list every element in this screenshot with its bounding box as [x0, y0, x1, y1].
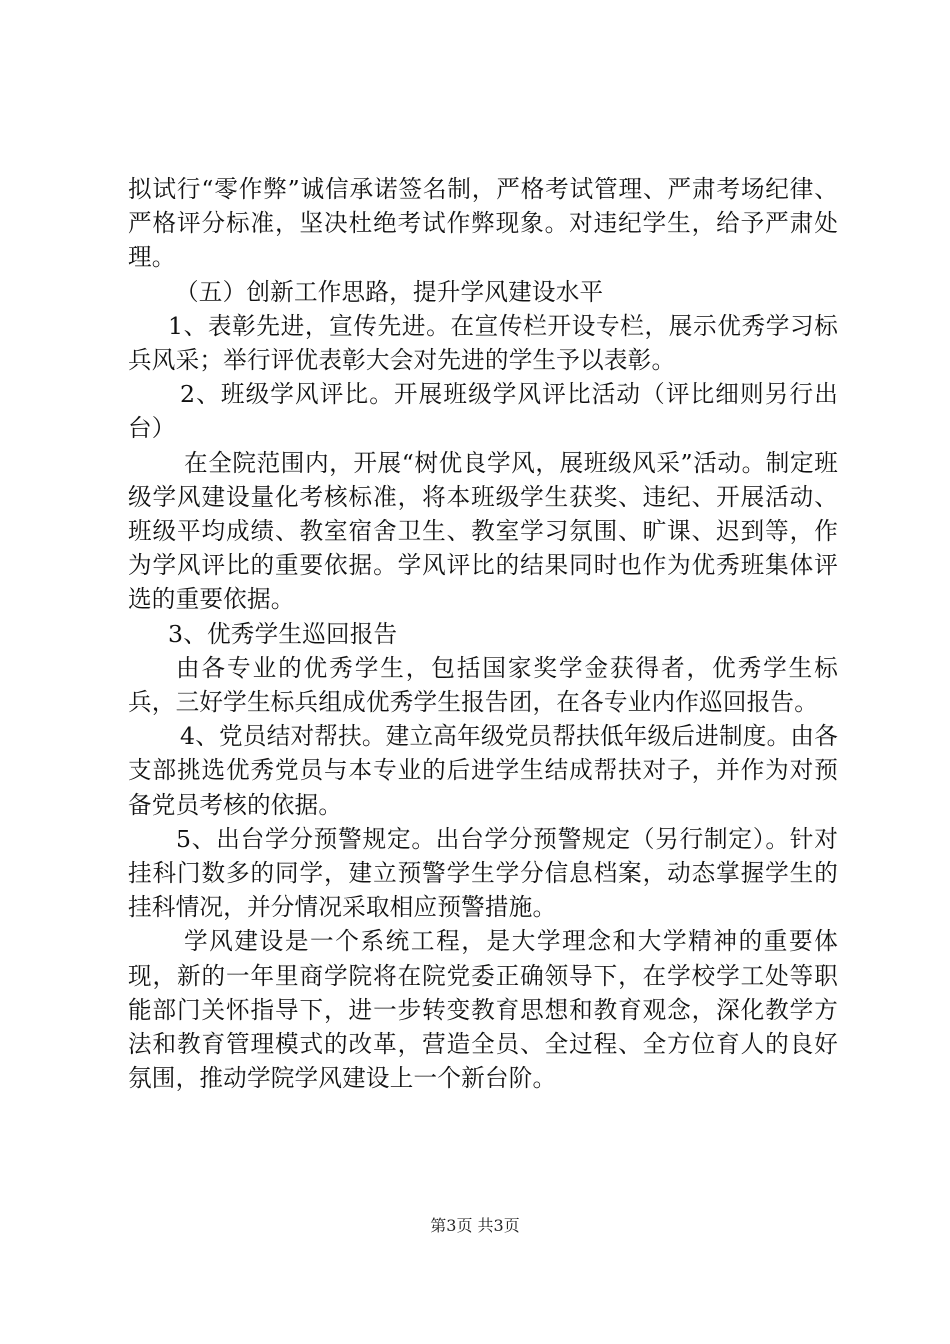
- paragraph-conclusion: 学风建设是一个系统工程，是大学理念和大学精神的重要体现，新的一年里商学院将在院党委正确领导下，在学校学工处等职能部门关怀指导下，进一步转变教育思想和教育观念，深化教学方法和教育管理模式的改革，营造全员、全过程、全方位育人的良好氛围，推动学院学风建设上一个新台阶。: [128, 927, 838, 1093]
- paragraph-report-group: 由各专业的优秀学生，包括国家奖学金获得者，优秀学生标兵，三好学生标兵组成优秀学生报告团，在各专业内作巡回报告。: [128, 653, 838, 717]
- page-footer: 第3页 共3页: [430, 1216, 520, 1235]
- paragraph-item-1-commend: 1、表彰先进，宣传先进。在宣传栏开设专栏，展示优秀学习标兵风采；举行评优表彰大会对先进的学生予以表彰。: [128, 311, 838, 375]
- paragraph-item-3-report: 3、优秀学生巡回报告: [168, 619, 398, 648]
- document-body: [128, 172, 838, 1095]
- paragraph-item-4-party-help: 4、党员结对帮扶。建立高年级党员帮扶低年级后进制度。由各支部挑选优秀党员与本专业的后进学生结成帮扶对子，并作为对预备党员考核的依据。: [128, 722, 838, 819]
- paragraph-item-2-class-evaluation: 2、班级学风评比。开展班级学风评比活动（评比细则另行出台）: [128, 380, 838, 443]
- paragraph-item-5-credit-warning: 5、出台学分预警规定。出台学分预警规定（另行制定）。针对挂科门数多的同学，建立预警学生学分信息档案，动态掌握学生的挂科情况，并分情况采取相应预警措施。: [128, 824, 838, 922]
- paragraph-exam-integrity: 拟试行“零作弊”诚信承诺签名制，严格考试管理、严肃考场纪律、严格评分标准，坚决杜绝考试作弊现象。对违纪学生，给予严肃处理。: [128, 175, 838, 272]
- section-heading-five: （五）创新工作思路，提升学风建设水平: [175, 277, 604, 306]
- paragraph-class-style-activity: 在全院范围内，开展“树优良学风，展班级风采”活动。制定班级学风建设量化考核标准，将本班级学生获奖、违纪、开展活动、班级平均成绩、教室宿舍卫生、教室学习氛围、旷课、迟到等，作为学风评比的重要依据。学风评比的结果同时也作为优秀班集体评选的重要依据。: [128, 448, 838, 614]
